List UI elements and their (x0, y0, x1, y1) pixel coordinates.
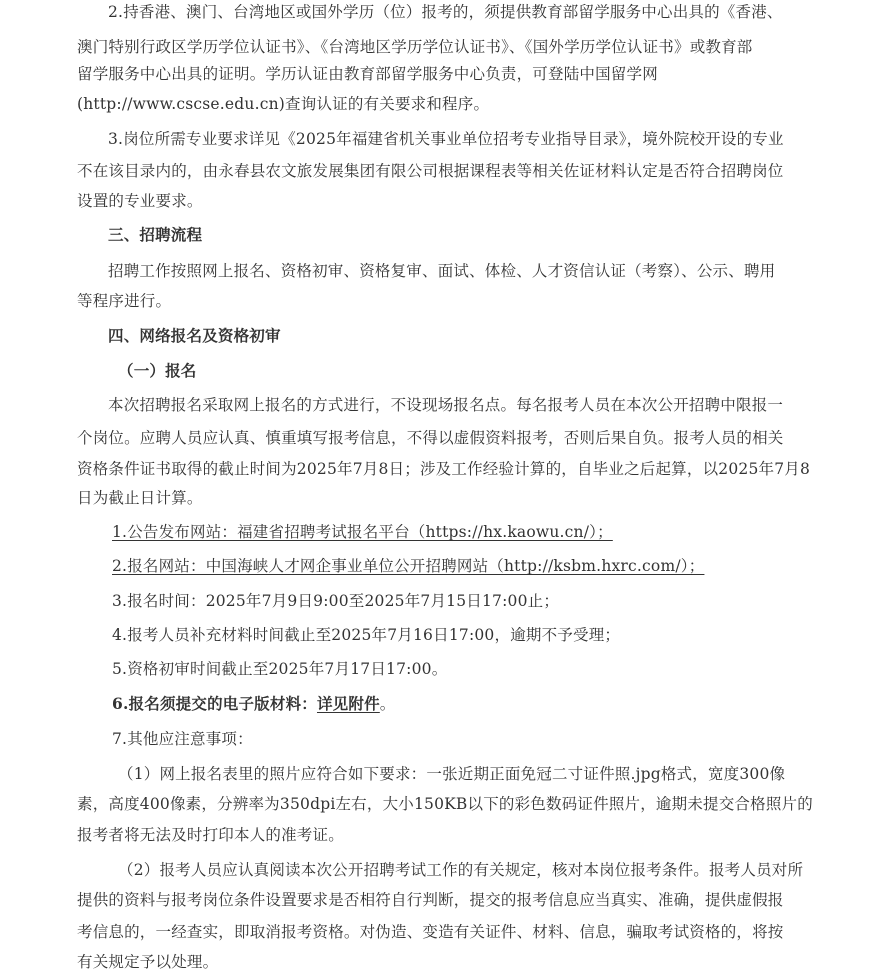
paragraph-line: 个岗位。应聘人员应认真、慎重填写报考信息，不得以虚假资料报考，否则后果自负。报考人员的相关 (77, 429, 784, 447)
paragraph-line: 不在该目录内的，由永春县农文旅发展集团有限公司根据课程表等相关佐证材料认定是否符合招聘岗位 (77, 162, 784, 180)
paragraph-line: 本次招聘报名采取网上报名的方式进行，不设现场报名点。每名报考人员在本次公开招聘中限报一 (108, 396, 784, 414)
list-item: 3.报名时间：2025年7月9日9:00至2025年7月15日17:00止； (112, 592, 560, 610)
materials-label: 6.报名须提交的电子版材料： (112, 694, 317, 713)
paragraph-line: 设置的专业要求。 (77, 192, 203, 210)
paragraph-line: （1）网上报名表里的照片应符合如下要求：一张近期正面免冠二寸证件照.jpg格式，宽度300像 (118, 765, 786, 783)
paragraph-line: (http://www.cscse.edu.cn)查询认证的有关要求和程序。 (77, 95, 490, 113)
subsection-heading: （一）报名 (118, 362, 197, 380)
paragraph-line: 素，高度400像素，分辨率为350dpi左右，大小150KB以下的彩色数码证件照片，逾期未提交合格照片的 (77, 795, 813, 813)
registration-website-link[interactable]: 2.报名网站：中国海峡人才网企事业单位公开招聘网站（http://ksbm.hxrc.com/）； (112, 557, 705, 575)
paragraph-line: 资格条件证书取得的截止时间为2025年7月8日；涉及工作经验计算的，自毕业之后起算，以2025年7月8 (77, 460, 811, 478)
paragraph-line: 2.持香港、澳门、台湾地区或国外学历（位）报考的，须提供教育部留学服务中心出具的《香港、 (108, 3, 783, 21)
list-item: 7.其他应注意事项： (112, 730, 253, 748)
paragraph-line: 留学服务中心出具的证明。学历认证由教育部留学服务中心负责，可登陆中国留学网 (77, 65, 658, 83)
list-item-end: 。 (379, 695, 396, 713)
paragraph-line: 报考者将无法及时打印本人的准考证。 (77, 826, 344, 844)
paragraph-line: 有关规定予以处理。 (77, 953, 219, 971)
see-attachment-link[interactable]: 详见附件 (316, 694, 380, 713)
paragraph-line: （2）报考人员应认真阅读本次公开招聘考试工作的有关规定，核对本岗位报考条件。报考人员对所 (118, 861, 804, 879)
section-heading: 四、网络报名及资格初审 (108, 327, 281, 345)
announcement-website-link[interactable]: 1.公告发布网站：福建省招聘考试报名平台（https://hx.kaowu.cn/）； (112, 523, 613, 541)
paragraph-line: 提供的资料与报考岗位条件设置要求是否相符自行判断，提交的报考信息应当真实、准确，提供虚假报 (77, 891, 784, 909)
section-heading: 三、招聘流程 (108, 226, 203, 244)
paragraph-line: 日为截止日计算。 (77, 489, 203, 507)
paragraph-line: 等程序进行。 (77, 292, 172, 310)
paragraph-line: 澳门特别行政区学历学位认证书》、《台湾地区学历学位认证书》、《国外学历学位认证书》或教育部 (77, 38, 753, 56)
paragraph-line: 招聘工作按照网上报名、资格初审、资格复审、面试、体检、人才资信认证（考察）、公示、聘用 (108, 262, 776, 280)
list-item (112, 694, 396, 714)
list-item: 5.资格初审时间截止至2025年7月17日17:00。 (112, 660, 448, 678)
list-item: 4.报考人员补充材料时间截止至2025年7月16日17:00，逾期不予受理； (112, 626, 621, 644)
paragraph-line: 3.岗位所需专业要求详见《2025年福建省机关事业单位招考专业指导目录》，境外院校开设的专业 (108, 130, 784, 148)
paragraph-line: 考信息的，一经查实，即取消报考资格。对伪造、变造有关证件、材料、信息，骗取考试资格的，将按 (77, 923, 784, 941)
